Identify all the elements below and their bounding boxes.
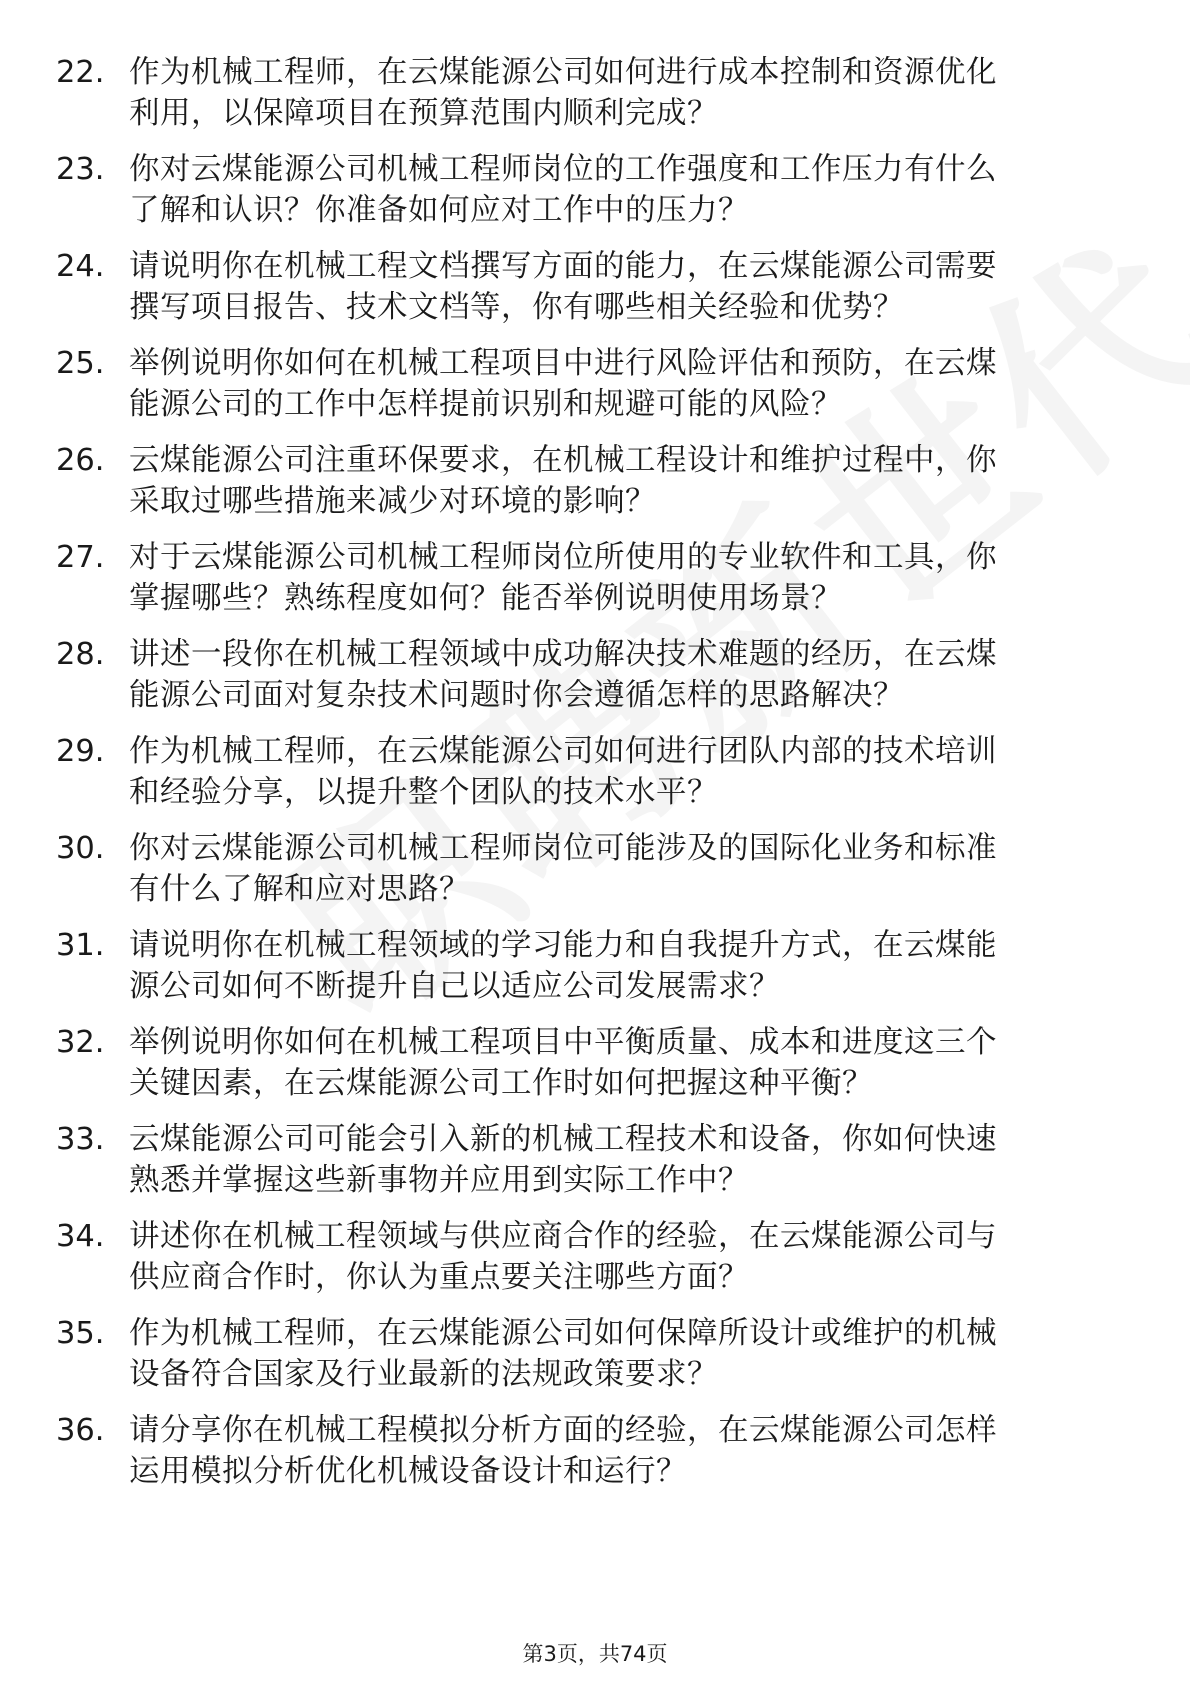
question-number: 26.	[56, 443, 105, 478]
question-item	[0, 149, 1190, 246]
question-line: 能源公司的工作中怎样提前识别和规避可能的风险？	[129, 387, 842, 422]
question-line: 请分享你在机械工程模拟分析方面的经验，在云煤能源公司怎样	[129, 1413, 997, 1448]
question-text	[129, 440, 1129, 522]
question-line: 请说明你在机械工程文档撰写方面的能力，在云煤能源公司需要	[129, 249, 997, 284]
question-line: 讲述你在机械工程领域与供应商合作的经验，在云煤能源公司与	[129, 1219, 997, 1254]
question-line: 有什么了解和应对思路？	[129, 872, 470, 907]
question-text	[129, 52, 1129, 134]
question-number: 25.	[56, 346, 105, 381]
question-line: 作为机械工程师，在云煤能源公司如何进行成本控制和资源优化	[129, 55, 997, 90]
question-text	[129, 828, 1129, 910]
question-line: 设备符合国家及行业最新的法规政策要求？	[129, 1357, 718, 1392]
question-line: 作为机械工程师，在云煤能源公司如何进行团队内部的技术培训	[129, 734, 997, 769]
question-number: 31.	[56, 928, 105, 963]
question-item	[0, 1410, 1190, 1507]
question-line: 运用模拟分析优化机械设备设计和运行？	[129, 1454, 687, 1489]
question-text	[129, 1410, 1129, 1492]
question-line: 云煤能源公司注重环保要求，在机械工程设计和维护过程中，你	[129, 443, 997, 478]
question-item	[0, 1216, 1190, 1313]
question-line: 举例说明你如何在机械工程项目中进行风险评估和预防，在云煤	[129, 346, 997, 381]
question-line: 源公司如何不断提升自己以适应公司发展需求？	[129, 969, 780, 1004]
question-number: 32.	[56, 1025, 105, 1060]
question-item	[0, 1022, 1190, 1119]
question-number: 22.	[56, 55, 105, 90]
question-line: 你对云煤能源公司机械工程师岗位的工作强度和工作压力有什么	[129, 152, 997, 187]
question-number: 34.	[56, 1219, 105, 1254]
question-line: 掌握哪些？熟练程度如何？能否举例说明使用场景？	[129, 581, 842, 616]
question-item	[0, 925, 1190, 1022]
question-line: 利用，以保障项目在预算范围内顺利完成？	[129, 96, 718, 131]
question-line: 能源公司面对复杂技术问题时你会遵循怎样的思路解决？	[129, 678, 904, 713]
question-text	[129, 1313, 1129, 1395]
question-line: 采取过哪些措施来减少对环境的影响？	[129, 484, 656, 519]
question-item	[0, 246, 1190, 343]
question-text	[129, 149, 1129, 231]
question-line: 讲述一段你在机械工程领域中成功解决技术难题的经历，在云煤	[129, 637, 997, 672]
question-text	[129, 343, 1129, 425]
question-line: 和经验分享，以提升整个团队的技术水平？	[129, 775, 718, 810]
question-number: 29.	[56, 734, 105, 769]
question-item	[0, 828, 1190, 925]
question-number: 33.	[56, 1122, 105, 1157]
question-text	[129, 634, 1129, 716]
question-item	[0, 731, 1190, 828]
question-text	[129, 246, 1129, 328]
question-text	[129, 537, 1129, 619]
question-number: 23.	[56, 152, 105, 187]
question-number: 30.	[56, 831, 105, 866]
question-item	[0, 1119, 1190, 1216]
question-line: 对于云煤能源公司机械工程师岗位所使用的专业软件和工具，你	[129, 540, 997, 575]
question-text	[129, 1022, 1129, 1104]
question-line: 你对云煤能源公司机械工程师岗位可能涉及的国际化业务和标准	[129, 831, 997, 866]
question-line: 举例说明你如何在机械工程项目中平衡质量、成本和进度这三个	[129, 1025, 997, 1060]
question-text	[129, 731, 1129, 813]
question-number: 27.	[56, 540, 105, 575]
question-item	[0, 440, 1190, 537]
question-line: 了解和认识？你准备如何应对工作中的压力？	[129, 193, 749, 228]
question-line: 请说明你在机械工程领域的学习能力和自我提升方式，在云煤能	[129, 928, 997, 963]
page-footer: 第3页，共74页	[522, 1642, 668, 1666]
question-item	[0, 537, 1190, 634]
question-number: 28.	[56, 637, 105, 672]
question-item	[0, 343, 1190, 440]
question-line: 撰写项目报告、技术文档等，你有哪些相关经验和优势？	[129, 290, 904, 325]
question-line: 关键因素，在云煤能源公司工作时如何把握这种平衡？	[129, 1066, 873, 1101]
question-number: 36.	[56, 1413, 105, 1448]
question-text	[129, 1119, 1129, 1201]
question-item	[0, 1313, 1190, 1410]
question-number: 35.	[56, 1316, 105, 1351]
question-list	[0, 52, 1190, 1507]
question-line: 作为机械工程师，在云煤能源公司如何保障所设计或维护的机械	[129, 1316, 997, 1351]
question-number: 24.	[56, 249, 105, 284]
question-text	[129, 925, 1129, 1007]
question-item	[0, 52, 1190, 149]
question-line: 熟悉并掌握这些新事物并应用到实际工作中？	[129, 1163, 749, 1198]
question-line: 供应商合作时，你认为重点要关注哪些方面？	[129, 1260, 749, 1295]
question-line: 云煤能源公司可能会引入新的机械工程技术和设备，你如何快速	[129, 1122, 997, 1157]
question-text	[129, 1216, 1129, 1298]
question-item	[0, 634, 1190, 731]
